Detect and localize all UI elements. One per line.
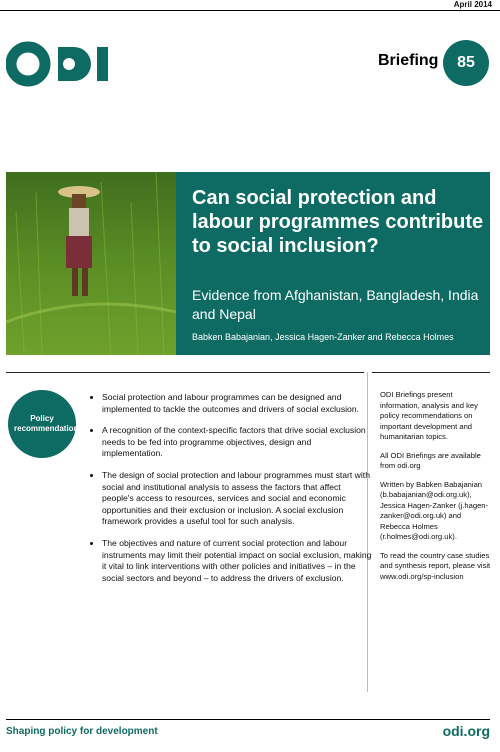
title-panel	[176, 172, 490, 355]
recommendations-list	[88, 392, 372, 594]
sidebar-authors-contact: Written by Babken Babajanian (b.babajanian@odi.org.uk), Jessica Hagen-Zanker (j.hagen-zanker@odi.org.uk) and Rebecca Holmes (r.holmes@odi.org.uk).	[380, 479, 489, 541]
sidebar-about: ODI Briefings present information, analysis and key policy recommendations on important development and humanitarian topics.	[380, 390, 478, 441]
list-item: • Social protection and labour programmes can be designed and implemented to tackle the outcomes and drivers of social exclusion.	[102, 392, 372, 415]
sidebar-availability: All ODI Briefings are available from odi.org	[380, 450, 481, 470]
odi-logo	[6, 40, 116, 88]
footer-site-link[interactable]: odi.org	[442, 723, 490, 739]
section-rule-sidebar	[372, 372, 490, 373]
policy-recommendations-badge	[8, 390, 83, 458]
publication-date: April 2014	[453, 0, 492, 9]
rice-field-worker-image	[6, 172, 176, 355]
footer-rule	[6, 719, 490, 720]
cover-photo	[6, 172, 176, 355]
list-item: • The objectives and nature of current social protection and labour instruments may limit their potential impact on social exclusion, making it vital to link interventions with other policies and initiatives – in the social sectors and beyond – to address the drivers of exclusion.	[102, 538, 372, 584]
policy-recommendations-label: Policy recommendations	[14, 414, 83, 433]
list-item: • A recognition of the context-specific factors that drive social exclusion needs to be fed into programme objectives, design and implementation.	[102, 425, 372, 460]
sidebar-info	[380, 390, 492, 590]
sidebar-more-info: To read the country case studies and synthesis report, please visit www.odi.org/sp-inclusion	[380, 550, 491, 581]
header-rule	[0, 10, 500, 11]
briefing-authors: Babken Babajanian, Jessica Hagen-Zanker and Rebecca Holmes	[192, 332, 454, 342]
briefing-number: 85	[457, 54, 475, 71]
briefing-title: Can social protection and labour programmes contribute to social inclusion?	[192, 187, 484, 257]
list-item: • The design of social protection and labour programmes must start with social and institutional analysis to assess the factors that affect people's access to resources, services and social and economic opportunities and their exclusion or inclusion. A social exclusion framework provides a useful tool for such analysis.	[102, 470, 372, 528]
section-rule-main	[6, 372, 364, 373]
footer-tagline: Shaping policy for development	[6, 726, 158, 737]
briefing-label: Briefing	[378, 52, 439, 69]
briefing-subtitle: Evidence from Afghanistan, Bangladesh, India and Nepal	[192, 287, 479, 322]
briefing-number-badge	[443, 40, 489, 86]
